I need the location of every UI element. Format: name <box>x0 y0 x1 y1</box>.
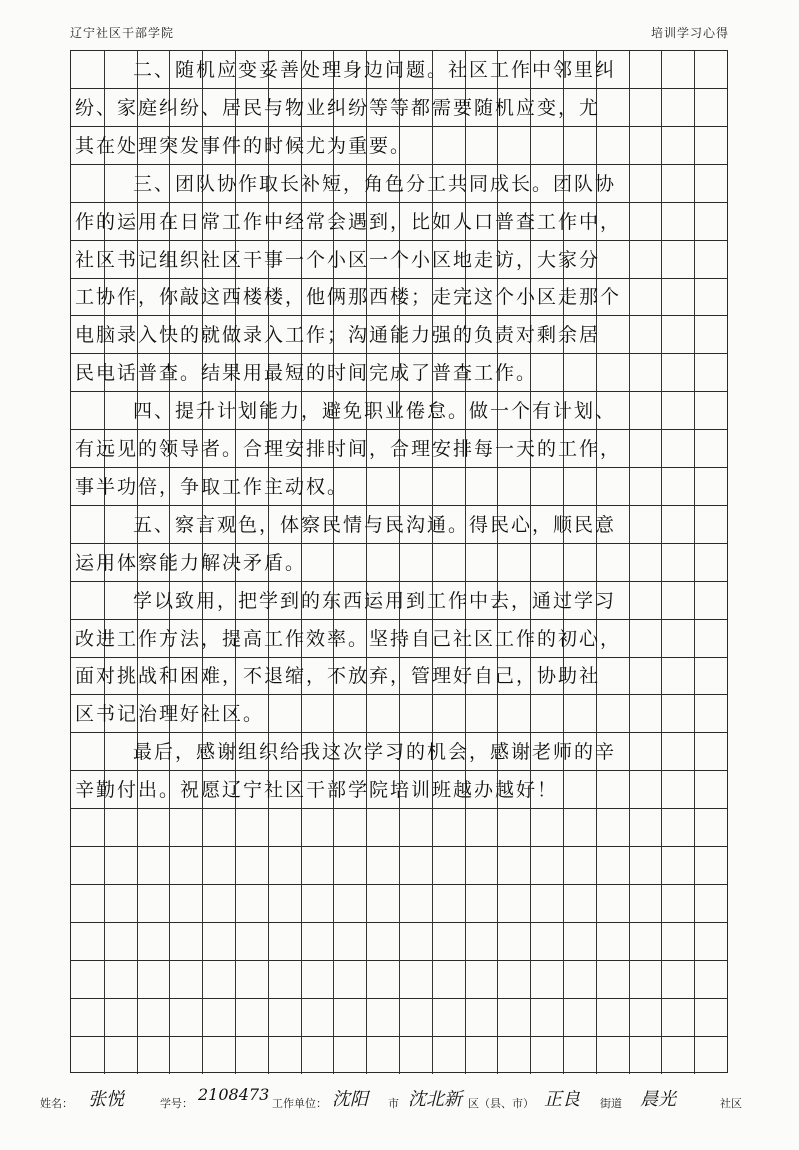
grid-row <box>71 771 727 809</box>
grid-row <box>71 316 727 354</box>
city-value: 沈阳 <box>332 1089 368 1110</box>
handwritten-line: 改进工作方法，提高工作效率。坚持自己社区工作的初心， <box>75 627 622 650</box>
grid-row <box>71 430 727 468</box>
community-label: 社区 <box>720 1097 742 1110</box>
grid-row <box>71 165 727 203</box>
handwritten-line: 四、提升计划能力，避免职业倦怠。做一个有计划、 <box>133 400 617 423</box>
handwritten-line <box>71 813 727 843</box>
grid-row <box>71 999 727 1037</box>
handwritten-line: 区书记治理好社区。 <box>75 703 265 726</box>
handwritten-line: 运用体察能力解决矛盾。 <box>75 551 307 574</box>
grid-row <box>71 89 727 127</box>
street-value: 正良 <box>544 1089 580 1110</box>
handwritten-line: 电脑录入快的就做录入工作；沟通能力强的负责对剩余居 <box>75 324 601 347</box>
page-header <box>70 20 729 42</box>
grid-row <box>71 582 727 620</box>
handwritten-line: 学以致用，把学到的东西运用到工作中去，通过学习 <box>133 589 617 612</box>
grid-row <box>71 203 727 241</box>
handwritten-line <box>71 965 727 995</box>
handwritten-line: 二、随机应变妥善处理身边问题。社区工作中邻里纠 <box>133 59 617 81</box>
grid-row <box>71 1036 727 1074</box>
handwritten-line: 民电话普查。结果用最短的时间完成了普查工作。 <box>75 362 538 385</box>
name-label: 姓名： <box>40 1097 73 1110</box>
community-value: 晨光 <box>640 1089 676 1110</box>
handwritten-line: 其在处理突发事件的时候尤为重要。 <box>75 134 412 157</box>
grid-row <box>71 695 727 733</box>
handwritten-line <box>71 889 727 919</box>
grid-row <box>71 544 727 582</box>
handwritten-line: 社区书记组织社区干事一个小区一个小区地走访，大家分 <box>75 248 601 271</box>
handwritten-line <box>71 1040 727 1070</box>
grid-row <box>71 51 727 89</box>
handwritten-line: 纷、家庭纠纷、居民与物业纠纷等等都需要随机应变，尤 <box>75 96 601 119</box>
grid-row <box>71 809 727 847</box>
handwritten-line: 三、团队协作取长补短，角色分工共同成长。团队协 <box>133 172 617 195</box>
handwritten-line: 五、察言观色，体察民情与民沟通。得民心，顺民意 <box>133 513 617 536</box>
header-doc-type: 培训学习心得 <box>650 26 729 40</box>
student-id-value: 2108473 <box>198 1085 270 1104</box>
footer-info <box>40 1083 759 1117</box>
grid-row <box>71 506 727 544</box>
handwritten-line <box>71 927 727 957</box>
district-label: 区（县、市） <box>468 1097 534 1110</box>
grid-row <box>71 620 727 658</box>
handwritten-line: 有远见的领导者。合理安排时间，合理安排每一天的工作， <box>75 438 622 460</box>
grid-row <box>71 241 727 279</box>
handwritten-line <box>71 851 727 881</box>
grid-row <box>71 733 727 771</box>
student-id-label: 学号： <box>160 1097 193 1110</box>
grid-row <box>71 961 727 999</box>
grid-row <box>71 847 727 885</box>
handwritten-line: 最后，感谢组织给我这次学习的机会，感谢老师的辛 <box>133 741 617 764</box>
handwritten-line: 事半功倍，争取工作主动权。 <box>75 475 349 498</box>
district-value: 沈北新 <box>408 1089 462 1110</box>
grid-row <box>71 885 727 923</box>
handwritten-line <box>71 1003 727 1033</box>
header-school-name: 辽宁社区干部学院 <box>70 26 175 40</box>
writing-grid-sheet <box>70 50 728 1073</box>
grid-row <box>71 278 727 316</box>
handwritten-line: 辛勤付出。祝愿辽宁社区干部学院培训班越办越好！ <box>75 779 559 802</box>
grid-row <box>71 468 727 506</box>
handwritten-line: 工协作，你敲这西楼楼，他俩那西楼；走完这个小区走那个 <box>75 286 622 309</box>
grid-row <box>71 392 727 430</box>
city-label: 市 <box>388 1097 399 1110</box>
handwritten-line: 面对挑战和困难，不退缩，不放弃，管理好自己，协助社 <box>75 665 601 688</box>
grid-row <box>71 354 727 392</box>
handwritten-line: 作的运用在日常工作中经常会遇到，比如人口普查工作中， <box>75 210 622 233</box>
grid-row <box>71 657 727 695</box>
work-unit-label: 工作单位： <box>272 1097 327 1110</box>
street-label: 街道 <box>600 1097 622 1110</box>
name-value: 张悦 <box>88 1089 124 1110</box>
grid-row <box>71 923 727 961</box>
grid-row <box>71 127 727 165</box>
